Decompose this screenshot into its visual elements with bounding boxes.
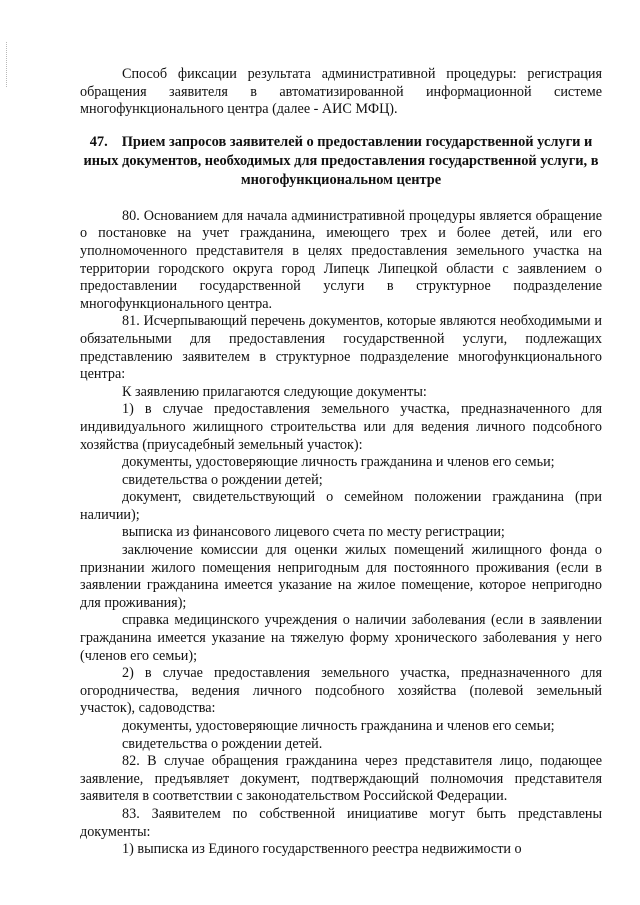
paragraph-82: 82. В случае обращения гражданина через представителя лицо, подающее заявление, предъявляет документ, подтверждающий полномочия представителя заявителя в соответствии с законодательством Российской Федерации. bbox=[80, 753, 602, 805]
section-number: 47. bbox=[89, 133, 108, 150]
list-item-1: 1) в случае предоставления земельного участка, предназначенного для индивидуального жилищного строительства или для ведения личного подсобного хозяйства (приусадебный земельный участок): bbox=[80, 401, 602, 453]
list-item: выписка из финансового лицевого счета по месту регистрации; bbox=[122, 524, 505, 541]
paragraph-81: 81. Исчерпывающий перечень документов, которые являются необходимыми и обязательными для предоставления государственной услуги, подлежащих представлению заявителем в структурное подразделение многофункционального центра: bbox=[80, 313, 602, 383]
paragraph-80: 80. Основанием для начала административной процедуры является обращение о постановке на учет гражданина, имеющего трех и более детей, или его уполномоченного представителя в целях предоставления земельного участка на территории городского округа город Липецк Липецкой области с заявлением о предоставлении государственной услуги в структурное подразделение многофункционального центра. bbox=[80, 207, 602, 312]
list-item: свидетельства о рождении детей. bbox=[122, 735, 323, 752]
attachments-intro: К заявлению прилагаются следующие документы: bbox=[122, 383, 427, 400]
list-item-1: 1) выписка из Единого государственного реестра недвижимости о bbox=[122, 841, 522, 858]
section-title: Прием запросов заявителей о предоставлении государственной услуги и иных документов, необходимых для предоставления государственной услуги, в многофункциональном центре bbox=[83, 133, 599, 188]
list-item: свидетельства о рождении детей; bbox=[122, 471, 323, 488]
list-item: документ, свидетельствующий о семейном положении гражданина (при наличии); bbox=[80, 489, 602, 523]
list-item: документы, удостоверяющие личность гражданина и членов его семьи; bbox=[122, 454, 555, 471]
margin-mark bbox=[6, 42, 8, 87]
list-item: справка медицинского учреждения о наличии заболевания (если в заявлении гражданина имеется указание на тяжелую форму хронического заболевания у него (членов его семьи); bbox=[80, 612, 602, 664]
section-heading bbox=[80, 133, 602, 190]
intro-paragraph: Способ фиксации результата административной процедуры: регистрация обращения заявителя в автоматизированной информационной системе многофункционального центра (далее - АИС МФЦ). bbox=[80, 66, 602, 118]
list-item: документы, удостоверяющие личность гражданина и членов его семьи; bbox=[122, 718, 555, 734]
document-page bbox=[80, 66, 602, 859]
paragraph-83: 83. Заявителем по собственной инициативе могут быть представлены документы: bbox=[80, 805, 602, 840]
list-item-2: 2) в случае предоставления земельного участка, предназначенного для огородничества, ведения личного подсобного хозяйства (полевой земельный участок), садоводства: bbox=[80, 665, 602, 717]
list-item: заключение комиссии для оценки жилых помещений жилищного фонда о признании жилого помещения непригодным для постоянного проживания (если в заявлении гражданина имеется указание на жилое помещение, которое непригодно для проживания); bbox=[80, 542, 602, 611]
